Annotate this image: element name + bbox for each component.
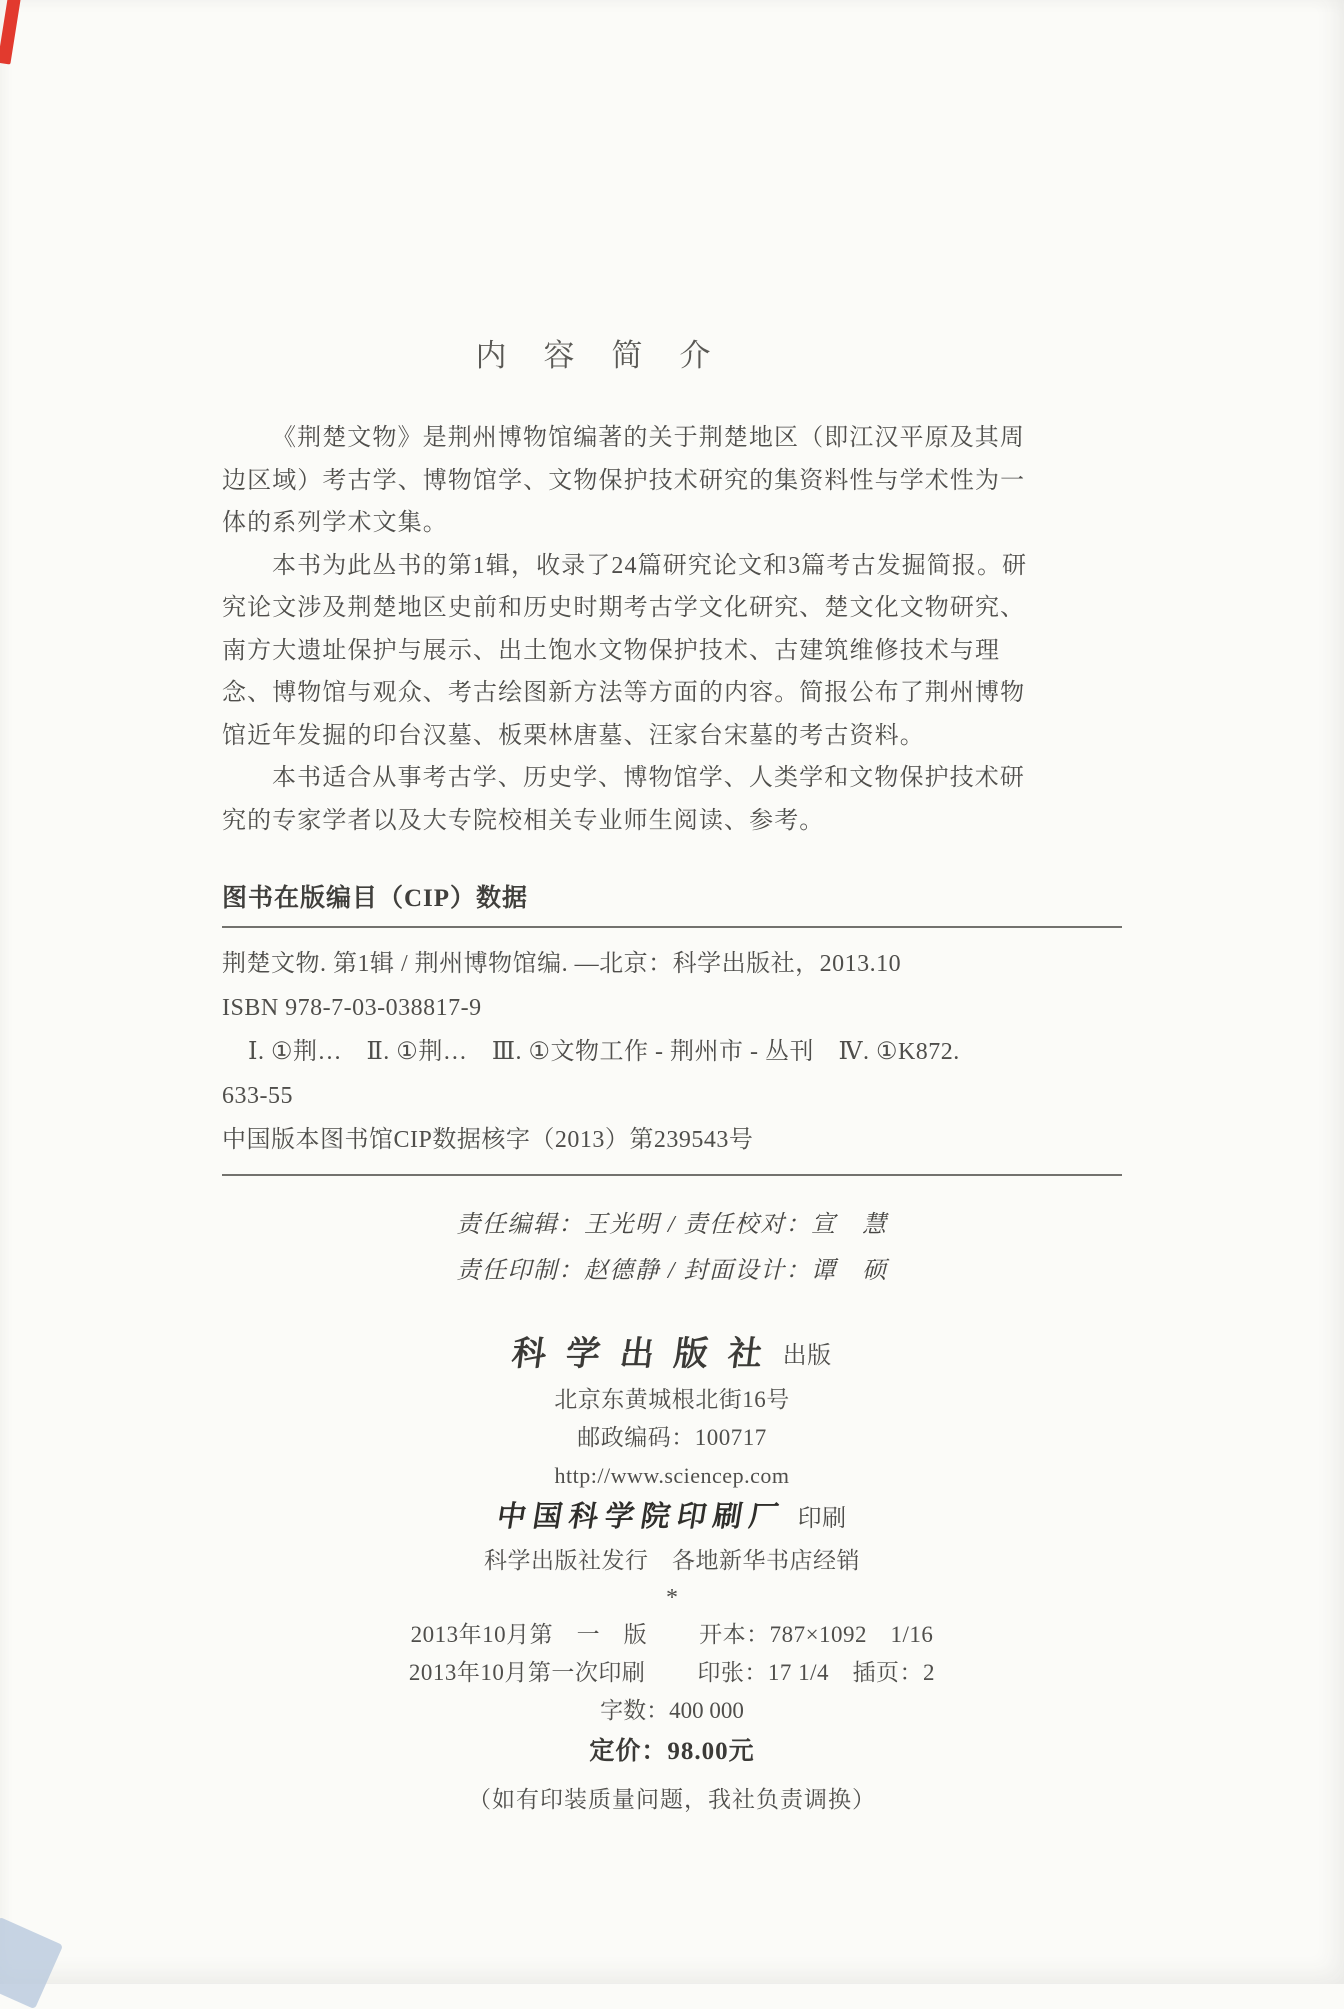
cip-header: 图书在版编目（CIP）数据 <box>222 885 529 912</box>
science-press-logo: 科学出版社 <box>510 1336 785 1373</box>
publisher-address: 北京东黄城根北街16号 <box>554 1387 790 1412</box>
scan-artifact-bottom-left <box>0 1917 63 2009</box>
intro-paragraphs <box>222 417 1028 842</box>
divider-bottom <box>222 1174 1122 1176</box>
page-title: 内 容 简 介 <box>475 338 714 373</box>
intro-line: 本书适合从事考古学、历史学、博物馆学、人类学和文物保护技术研 <box>272 765 1025 791</box>
intro-line: 馆近年发掘的印台汉墓、板栗林唐墓、汪家台宋墓的考古资料。 <box>222 722 925 749</box>
word-count: 字数：400 000 <box>600 1698 744 1723</box>
intro-line: 边区域）考古学、博物馆学、文物保护技术研究的集资料性与学术性为一 <box>222 467 1026 494</box>
cip-line: ISBN 978-7-03-038817-9 <box>222 995 482 1021</box>
intro-line: 本书为此丛书的第1辑，收录了24篇研究论文和3篇考古发掘简报。研 <box>272 552 1028 579</box>
scan-artifact-top-left <box>0 0 22 65</box>
price: 定价：98.00元 <box>589 1738 755 1765</box>
printer-line <box>222 1494 1122 1542</box>
cip-line: 633-55 <box>222 1083 293 1109</box>
edition-row <box>222 1616 1122 1654</box>
publisher-block <box>222 1330 1122 1820</box>
printing-date: 2013年10月第一次印刷 <box>408 1660 646 1685</box>
printer-logo: 中国科学院印刷厂 <box>494 1501 788 1533</box>
format-spec: 开本：787×1092 1/16 <box>699 1622 934 1647</box>
intro-line: 究的专家学者以及大专院校相关专业师生阅读、参考。 <box>222 807 825 834</box>
publisher-suffix: 出版 <box>782 1343 832 1369</box>
divider-top <box>222 926 1122 928</box>
printer-suffix: 印刷 <box>797 1506 847 1532</box>
sheets-spec: 印张：17 1/4 插页：2 <box>697 1660 936 1685</box>
cip-body <box>222 942 1122 1162</box>
cip-section <box>222 878 1122 1176</box>
cip-line: Ⅰ. ①荆… Ⅱ. ①荆… Ⅲ. ①文物工作 - 荆州市 - 丛刊 Ⅳ. ①K872. <box>248 1039 960 1065</box>
intro-line: 《荆楚文物》是荆州博物馆编著的关于荆楚地区（即江汉平原及其周 <box>272 425 1025 451</box>
cip-line: 中国版本图书馆CIP数据核字（2013）第239543号 <box>222 1127 754 1153</box>
distribution-line: 科学出版社发行 各地新华书店经销 <box>484 1548 860 1573</box>
cip-line: 荆楚文物. 第1辑 / 荆州博物馆编. —北京：科学出版社，2013.10 <box>222 951 902 977</box>
credits-block <box>222 1202 1122 1294</box>
book-copyright-page <box>222 330 1028 1820</box>
quality-notice: （如有印装质量问题，我社负责调换） <box>468 1787 876 1812</box>
separator-asterisk: * <box>666 1585 678 1611</box>
intro-line: 南方大遗址保护与展示、出土饱水文物保护技术、古建筑维修技术与理 <box>222 637 1001 664</box>
publisher-line <box>222 1330 1122 1381</box>
postal-code: 邮政编码：100717 <box>577 1425 767 1450</box>
credit-line: 责任印制：赵德静 / 封面设计：谭 硕 <box>456 1258 888 1284</box>
intro-line: 体的系列学术文集。 <box>222 510 448 536</box>
intro-line: 究论文涉及荆楚地区史前和历史时期考古学文化研究、楚文化文物研究、 <box>222 595 1026 621</box>
intro-line: 念、博物馆与观众、考古绘图新方法等方面的内容。简报公布了荆州博物 <box>222 680 1026 706</box>
edition-date: 2013年10月第 一 版 <box>410 1622 648 1647</box>
credit-line: 责任编辑：王光明 / 责任校对：宣 慧 <box>456 1212 888 1238</box>
publisher-website: http://www.sciencep.com <box>554 1463 790 1488</box>
printing-row <box>222 1654 1122 1692</box>
